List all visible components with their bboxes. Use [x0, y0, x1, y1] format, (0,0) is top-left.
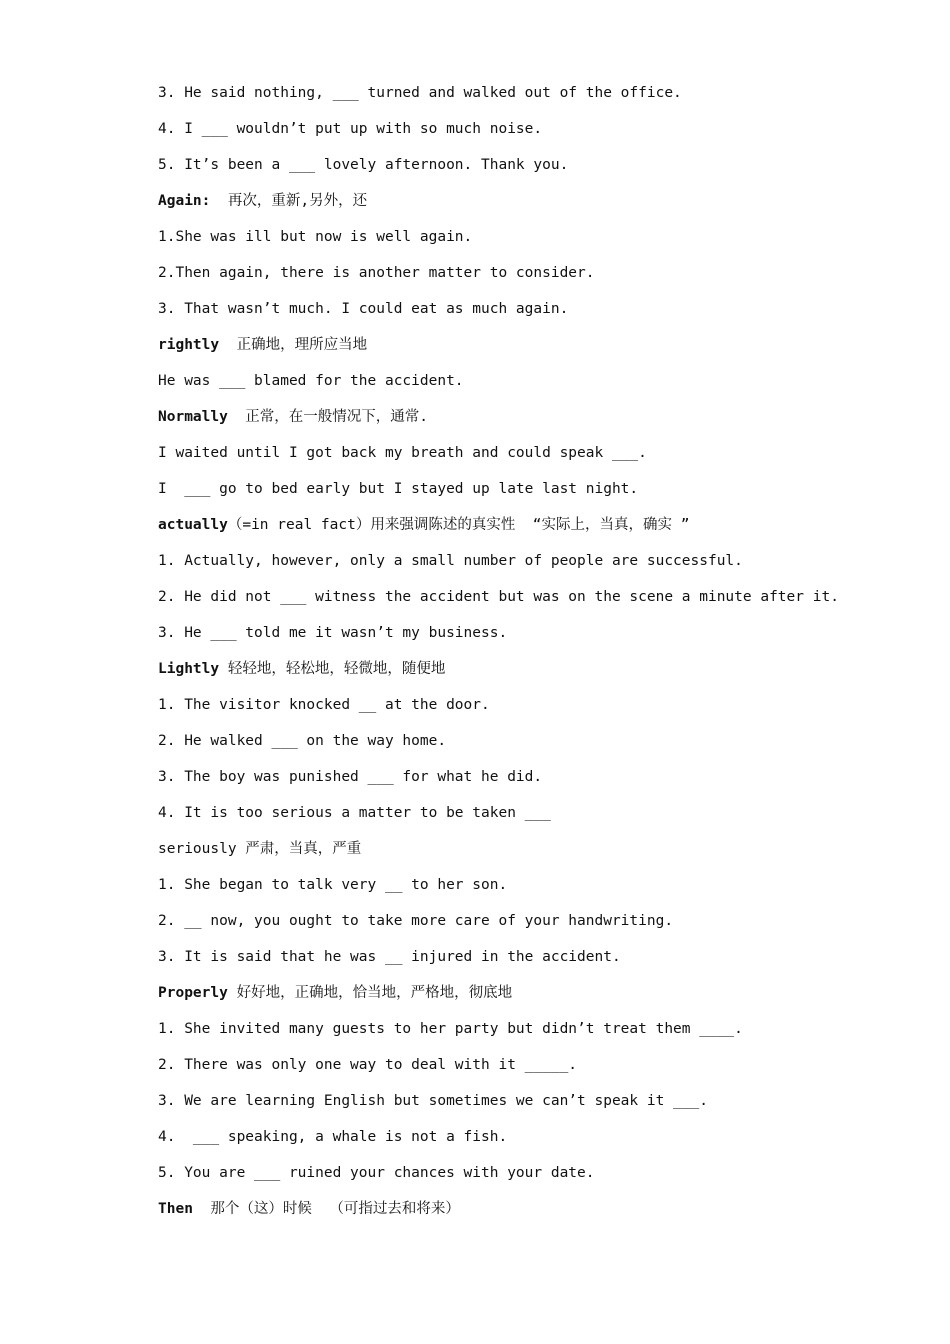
exercise-line: 1.She was ill but now is well again. [158, 229, 473, 245]
vocab-word: rightly [158, 337, 220, 353]
vocab-gloss: 轻轻地，轻松地，轻微地，随便地 [219, 661, 446, 677]
exercise-line: 2. He walked ___ on the way home. [158, 733, 447, 749]
exercise-line: 4. ___ speaking, a whale is not a fish. [158, 1129, 508, 1145]
exercise-line: 1. The visitor knocked __ at the door. [158, 697, 490, 713]
vocab-heading [158, 979, 898, 1015]
vocab-heading [158, 655, 898, 691]
exercise-line: 3. He said nothing, ___ turned and walked out of the office. [158, 85, 682, 101]
exercise-line: He was ___ blamed for the accident. [158, 373, 464, 389]
vocab-heading [158, 1195, 898, 1231]
exercise-line: 2. He did not ___ witness the accident but was on the scene a minute after it. [158, 589, 839, 605]
vocab-gloss: （=in real fact）用来强调陈述的真实性 “实际上，当真，确实 ” [227, 517, 690, 533]
vocab-gloss: 再次，重新,另外，还 [210, 193, 368, 209]
document-body [158, 79, 898, 1231]
exercise-line: 4. I ___ wouldn’t put up with so much noise. [158, 121, 543, 137]
vocab-word: Again: [158, 193, 211, 209]
vocab-gloss: 那个（这）时候 （可指过去和将来） [192, 1201, 460, 1217]
exercise-line: I ___ go to bed early but I stayed up late last night. [158, 481, 639, 497]
exercise-line: 2.Then again, there is another matter to consider. [158, 265, 595, 281]
vocab-gloss: 正确地，理所应当地 [219, 337, 368, 353]
vocab-heading [158, 187, 898, 223]
exercise-line: 2. __ now, you ought to take more care of your handwriting. [158, 913, 674, 929]
exercise-line: 3. That wasn’t much. I could eat as much again. [158, 301, 569, 317]
vocab-heading [158, 331, 898, 367]
vocab-word: Lightly [158, 661, 220, 677]
exercise-line: 1. Actually, however, only a small number of people are successful. [158, 553, 743, 569]
exercise-line: 3. We are learning English but sometimes we can’t speak it ___. [158, 1093, 708, 1109]
vocab-word: Properly [158, 985, 228, 1001]
exercise-line: 5. You are ___ ruined your chances with your date. [158, 1165, 595, 1181]
exercise-line: 1. She invited many guests to her party but didn’t treat them ____. [158, 1021, 743, 1037]
vocab-heading [158, 403, 898, 439]
exercise-line: seriously 严肃，当真，严重 [158, 841, 362, 857]
exercise-line: 1. She began to talk very __ to her son. [158, 877, 508, 893]
vocab-heading [158, 511, 898, 547]
exercise-line: 5. It’s been a ___ lovely afternoon. Thank you. [158, 157, 569, 173]
exercise-line: 3. He ___ told me it wasn’t my business. [158, 625, 508, 641]
vocab-gloss: 正常，在一般情况下，通常. [227, 409, 429, 425]
exercise-line: 4. It is too serious a matter to be taken ___ [158, 805, 551, 821]
exercise-line: I waited until I got back my breath and could speak ___. [158, 445, 647, 461]
exercise-line: 3. The boy was punished ___ for what he did. [158, 769, 543, 785]
vocab-word: actually [158, 517, 228, 533]
vocab-word: Then [158, 1201, 193, 1217]
vocab-gloss: 好好地，正确地，恰当地，严格地，彻底地 [227, 985, 513, 1001]
exercise-line: 3. It is said that he was __ injured in the accident. [158, 949, 621, 965]
vocab-word: Normally [158, 409, 228, 425]
exercise-line: 2. There was only one way to deal with it _____. [158, 1057, 578, 1073]
